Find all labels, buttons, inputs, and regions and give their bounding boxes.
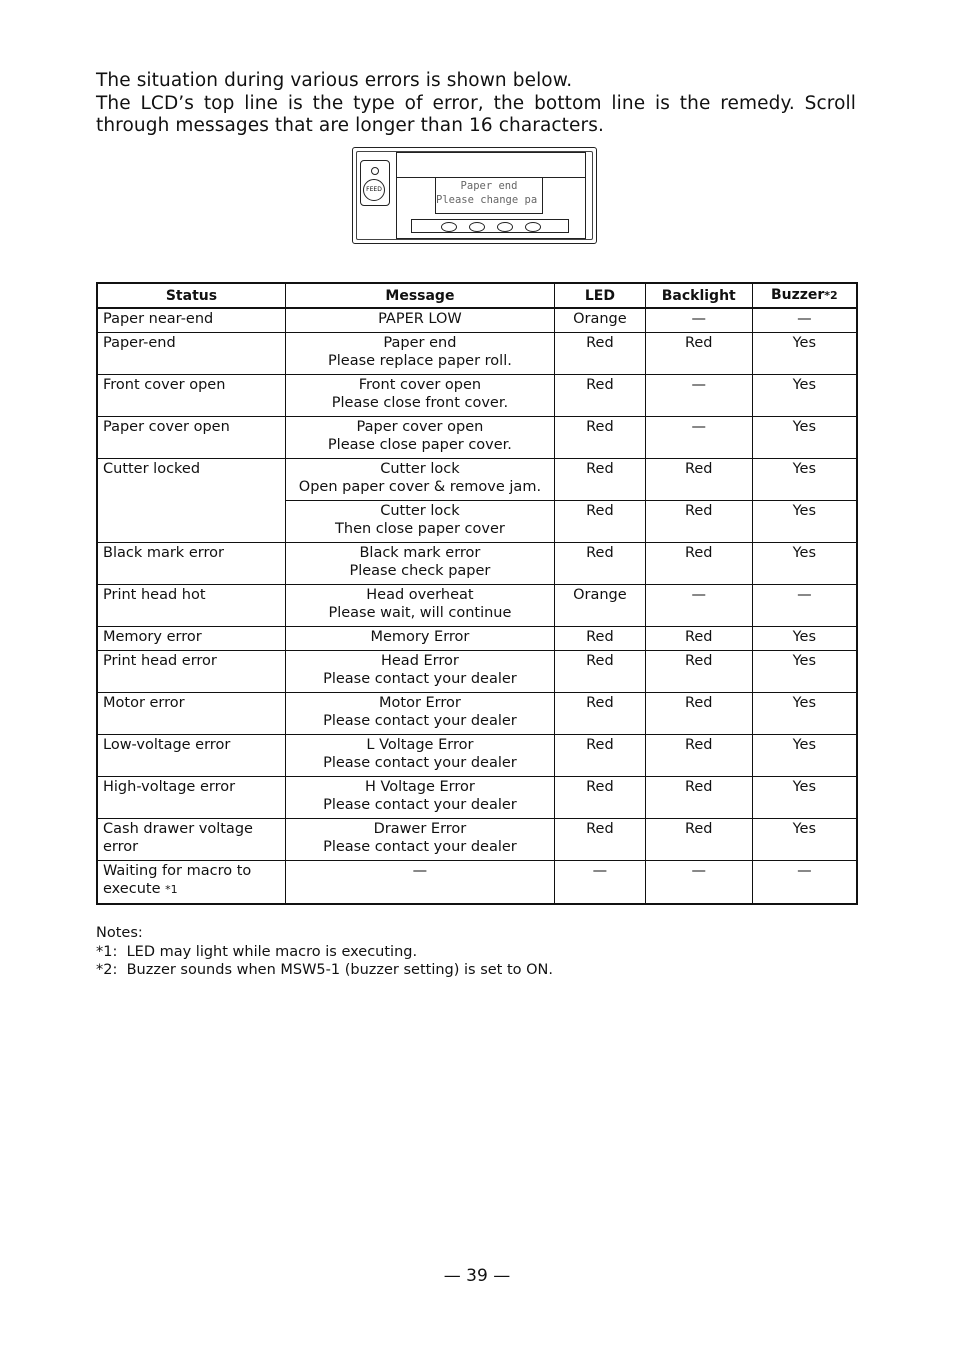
header-status: Status: [97, 283, 285, 308]
feed-button: [360, 160, 390, 206]
panel-key-icon: [469, 222, 485, 232]
led-cell: Red: [554, 333, 645, 375]
backlight-cell: Red: [645, 693, 752, 735]
message-line-1: Drawer Error: [373, 821, 467, 837]
table-row: [97, 543, 857, 585]
led-cell: Red: [554, 735, 645, 777]
message-line-2: Please close front cover.: [331, 395, 509, 411]
status-cell: Cutter locked: [97, 459, 285, 543]
table-row: [97, 308, 857, 333]
status-cell: Paper cover open: [97, 417, 285, 459]
backlight-cell: Red: [645, 627, 752, 651]
backlight-cell: Red: [645, 819, 752, 861]
led-cell: Orange: [554, 585, 645, 627]
buzzer-cell: Yes: [752, 735, 857, 777]
notes-title: Notes:: [96, 925, 143, 941]
error-status-table: [96, 282, 858, 905]
status-cell: Paper near-end: [97, 308, 285, 333]
status-cell: Paper-end: [97, 333, 285, 375]
status-line-1: Cash drawer voltage: [103, 821, 253, 837]
header-buzzer-label: Buzzer: [770, 287, 825, 303]
status-cell: High-voltage error: [97, 777, 285, 819]
message-line-2: Please wait, will continue: [328, 605, 512, 621]
message-line-2: Please contact your dealer: [323, 671, 517, 687]
led-cell: Red: [554, 777, 645, 819]
buzzer-cell: Yes: [752, 375, 857, 417]
backlight-cell: Red: [645, 651, 752, 693]
message-cell: [285, 333, 554, 375]
status-line-2: execute: [103, 881, 161, 897]
buzzer-cell: —: [752, 861, 857, 905]
backlight-cell: Red: [645, 735, 752, 777]
table-row: [97, 651, 857, 693]
status-cell: [97, 861, 285, 905]
message-line-2: Please contact your dealer: [323, 797, 517, 813]
message-line-2: Please check paper: [349, 563, 491, 579]
message-line-2: Please close paper cover.: [327, 437, 512, 453]
message-cell: [285, 375, 554, 417]
status-line-2: error: [103, 839, 139, 855]
message-cell: [285, 735, 554, 777]
status-cell: Memory error: [97, 627, 285, 651]
message-cell: —: [285, 861, 554, 905]
lcd-panel: [396, 152, 586, 239]
header-buzzer: [752, 283, 857, 308]
buzzer-cell: Yes: [752, 819, 857, 861]
message-line-1: Front cover open: [358, 377, 482, 393]
backlight-cell: —: [645, 308, 752, 333]
buzzer-cell: —: [752, 308, 857, 333]
table-row: [97, 861, 857, 905]
buzzer-cell: Yes: [752, 627, 857, 651]
message-line-1: Head overheat: [366, 587, 474, 603]
note-1: *1: LED may light while macro is executing.: [96, 943, 418, 960]
status-note: *1: [165, 883, 178, 896]
message-line-2: Please replace paper roll.: [328, 353, 512, 369]
lcd-display: [435, 177, 543, 214]
header-backlight: Backlight: [645, 283, 752, 308]
backlight-cell: Red: [645, 459, 752, 501]
status-cell: Print head hot: [97, 585, 285, 627]
buzzer-cell: Yes: [752, 693, 857, 735]
message-cell: [285, 417, 554, 459]
lcd-line-2: Please change pa: [436, 194, 538, 206]
header-message: Message: [285, 283, 554, 308]
table-row: [97, 585, 857, 627]
header-buzzer-note: *2: [824, 289, 838, 302]
message-cell: [285, 501, 554, 543]
status-line-1: Waiting for macro to: [103, 863, 252, 879]
panel-key-icon: [441, 222, 457, 232]
status-cell: Motor error: [97, 693, 285, 735]
led-cell: Red: [554, 651, 645, 693]
backlight-cell: —: [645, 585, 752, 627]
led-cell: Red: [554, 459, 645, 501]
led-cell: Red: [554, 627, 645, 651]
message-line-2: Please contact your dealer: [323, 839, 517, 855]
feed-led-icon: [371, 167, 379, 175]
table-row: [97, 735, 857, 777]
message-cell: [285, 585, 554, 627]
message-line-1: Paper end: [383, 335, 457, 351]
notes: [96, 924, 553, 980]
header-led: LED: [554, 283, 645, 308]
note-2: *2: Buzzer sounds when MSW5-1 (buzzer setting) is set to ON.: [96, 962, 554, 978]
led-cell: Red: [554, 501, 645, 543]
printer-panel-illustration: [352, 147, 597, 244]
intro-line-1: The situation during various errors is shown below.: [96, 70, 573, 91]
table-header-row: [97, 283, 857, 308]
buzzer-cell: Yes: [752, 651, 857, 693]
message-line-1: Cutter lock: [380, 461, 460, 477]
buzzer-cell: —: [752, 585, 857, 627]
status-cell: Front cover open: [97, 375, 285, 417]
led-cell: —: [554, 861, 645, 905]
message-cell: [285, 651, 554, 693]
table-row: [97, 459, 857, 501]
message-cell: [285, 693, 554, 735]
led-cell: Orange: [554, 308, 645, 333]
status-cell: [97, 819, 285, 861]
table-row: [97, 333, 857, 375]
buzzer-cell: Yes: [752, 777, 857, 819]
led-cell: Red: [554, 417, 645, 459]
panel-key-strip: [411, 219, 569, 233]
buzzer-cell: Yes: [752, 543, 857, 585]
message-line-1: Black mark error: [359, 545, 481, 561]
table-row: [97, 417, 857, 459]
message-line-2: Please contact your dealer: [323, 755, 517, 771]
table-row: [97, 819, 857, 861]
backlight-cell: —: [645, 861, 752, 905]
led-cell: Red: [554, 819, 645, 861]
message-line-1: Paper cover open: [356, 419, 484, 435]
buzzer-cell: Yes: [752, 333, 857, 375]
status-cell: Print head error: [97, 651, 285, 693]
intro-text: [96, 70, 856, 138]
table-row: [97, 375, 857, 417]
table-row: [97, 627, 857, 651]
led-cell: Red: [554, 543, 645, 585]
message-line-2: Please contact your dealer: [323, 713, 517, 729]
message-line-1: Motor Error: [379, 695, 461, 711]
message-cell: [285, 543, 554, 585]
backlight-cell: Red: [645, 777, 752, 819]
table-row: [97, 777, 857, 819]
status-cell: Black mark error: [97, 543, 285, 585]
backlight-cell: —: [645, 417, 752, 459]
message-cell: Memory Error: [285, 627, 554, 651]
message-cell: [285, 459, 554, 501]
page-number: — 39 —: [443, 1266, 511, 1286]
led-cell: Red: [554, 693, 645, 735]
buzzer-cell: Yes: [752, 501, 857, 543]
table-row: [97, 693, 857, 735]
buzzer-cell: Yes: [752, 459, 857, 501]
feed-button-label: FEED: [363, 179, 385, 201]
message-line-1: H Voltage Error: [365, 779, 475, 795]
backlight-cell: Red: [645, 333, 752, 375]
backlight-cell: Red: [645, 543, 752, 585]
intro-line-2: The LCD’s top line is the type of error, the bottom line is the remedy. Scroll: [96, 92, 856, 114]
message-line-1: Head Error: [380, 653, 459, 669]
message-line-2: Open paper cover & remove jam.: [298, 479, 542, 495]
message-cell: PAPER LOW: [285, 308, 554, 333]
intro-line-3: through messages that are longer than 16 characters.: [96, 115, 604, 136]
backlight-cell: —: [645, 375, 752, 417]
buzzer-cell: Yes: [752, 417, 857, 459]
message-cell: [285, 819, 554, 861]
message-line-1: L Voltage Error: [366, 737, 474, 753]
panel-key-icon: [497, 222, 513, 232]
message-line-1: Cutter lock: [380, 503, 460, 519]
led-cell: Red: [554, 375, 645, 417]
backlight-cell: Red: [645, 501, 752, 543]
message-cell: [285, 777, 554, 819]
message-line-2: Then close paper cover: [335, 521, 505, 537]
status-cell: Low-voltage error: [97, 735, 285, 777]
panel-key-icon: [525, 222, 541, 232]
lcd-line-1: Paper end: [460, 180, 518, 192]
